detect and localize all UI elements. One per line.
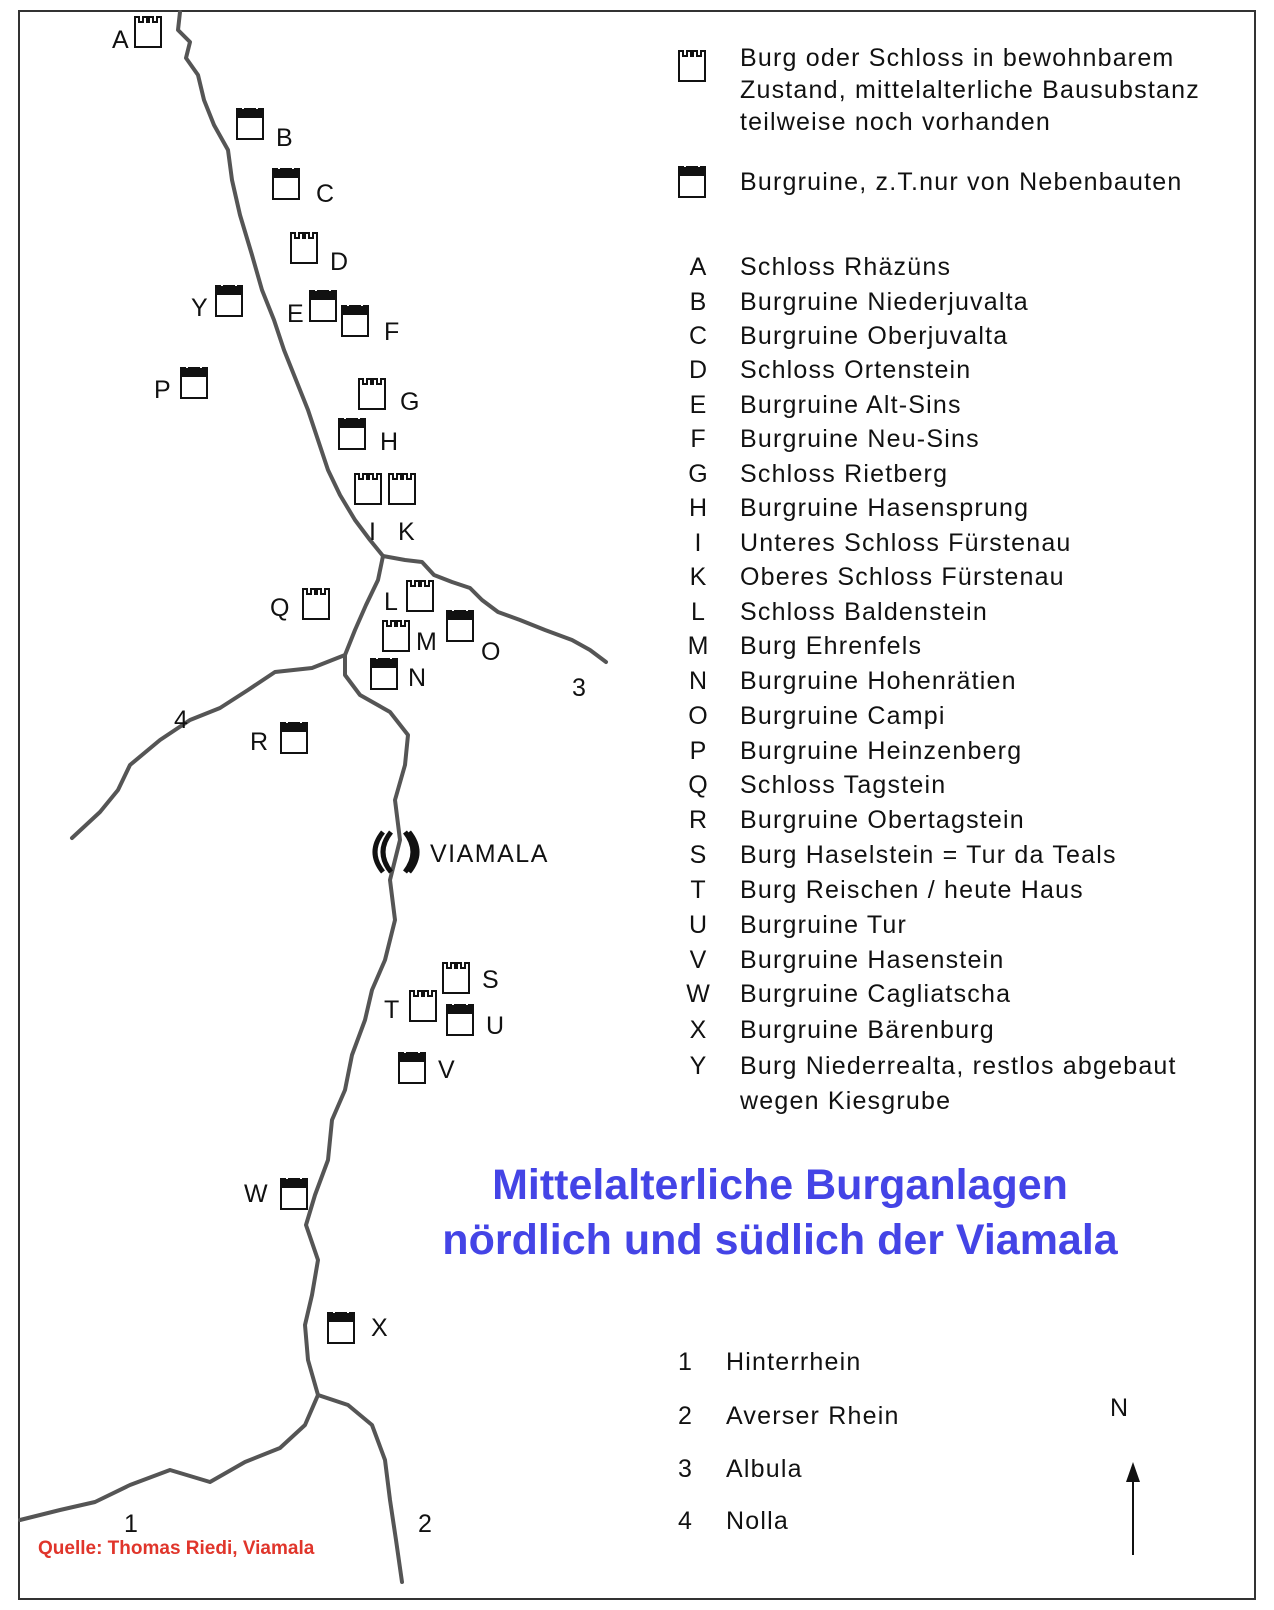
river-legend-name-4: Nolla [726,1507,789,1535]
legend-letter-e: E [689,391,707,419]
map-label-l: L [384,588,399,616]
legend-letter-n: N [688,667,708,695]
map-label-q: Q [270,594,291,622]
map-river-number-2: 2 [418,1510,433,1538]
legend-letter-u: U [688,911,708,939]
legend-letter-x: X [689,1016,707,1044]
castle-icon-l [407,581,433,611]
river-legend-name-3: Albula [726,1455,803,1483]
map-label-d: D [330,248,350,276]
castle-icon-x [328,1313,354,1343]
castle-icon-t [410,991,436,1021]
legend-intact-description [740,42,1200,138]
legend-letter-g: G [688,460,708,488]
castle-icon-r [281,723,307,753]
legend-intact-line-3: teilweise noch vorhanden [740,108,1051,136]
legend-name-y-line1: Burg Niederrealta, restlos abgebaut [740,1052,1177,1080]
legend-letter-l: L [691,598,705,626]
castle-icon-o [447,611,473,641]
legend-name-l: Schloss Baldenstein [740,598,988,626]
castle-icon-p [181,368,207,398]
legend-ruin-icon [679,167,705,197]
viamala-label: VIAMALA [430,840,549,868]
legend-name-t: Burg Reischen / heute Haus [740,876,1084,904]
map-title-line-2: nördlich und südlich der Viamala [442,1216,1118,1264]
legend-letter-o: O [688,702,708,730]
legend-name-c: Burgruine Oberjuvalta [740,322,1009,350]
map-label-t: T [384,996,401,1024]
source-credit: Quelle: Thomas Riedi, Viamala [38,1538,315,1559]
legend-name-o: Burgruine Campi [740,702,946,730]
river-legend-name-2: Averser Rhein [726,1402,900,1430]
river-hinterrhein-north [178,12,383,556]
legend-letter-i: I [694,529,702,557]
legend-letter-h: H [688,494,708,522]
map-label-c: C [316,180,336,208]
legend-letter-s: S [689,841,707,869]
map-label-i: I [369,518,377,546]
river-legend-number-4: 4 [678,1507,692,1535]
river-legend-number-3: 3 [678,1455,692,1483]
castle-icon-b [237,109,263,139]
legend-name-n: Burgruine Hohenrätien [740,667,1017,695]
legend-name-b: Burgruine Niederjuvalta [740,288,1029,316]
legend-letter-m: M [687,632,709,660]
legend-letter-r: R [688,806,708,834]
legend-ruin-description: Burgruine, z.T.nur von Nebenbauten [740,168,1183,196]
legend-intact-icon [679,51,705,81]
castle-icon-v [399,1053,425,1083]
castle-icon-c [273,169,299,199]
legend-name-g: Schloss Rietberg [740,460,949,488]
legend-name-m: Burg Ehrenfels [740,632,923,660]
legend-letter-c: C [688,322,708,350]
map-label-v: V [438,1056,456,1084]
legend-name-u: Burgruine Tur [740,911,908,939]
river-legend-number-1: 1 [678,1348,692,1376]
map-label-x: X [371,1314,389,1342]
map-label-w: W [244,1180,269,1208]
castle-icon-f [342,306,368,336]
legend-letter-a: A [689,253,707,281]
legend-name-f: Burgruine Neu-Sins [740,425,980,453]
legend-name-q: Schloss Tagstein [740,771,947,799]
map-title-line-1: Mittelalterliche Burganlagen [492,1161,1068,1209]
legend-letter-y: Y [689,1052,707,1080]
castle-icon-s [443,963,469,993]
legend-letter-d: D [688,356,708,384]
map-label-r: R [250,728,270,756]
map-label-k: K [398,518,416,546]
map-label-u: U [486,1012,506,1040]
river-averser-rhein [318,1395,402,1582]
map-label-m: M [416,628,438,656]
map-label-h: H [380,428,400,456]
map-label-g: G [400,388,421,416]
map-label-o: O [481,638,502,666]
legend-intact-line-2: Zustand, mittelalterliche Bausubstanz [740,76,1200,104]
legend-letter-t: T [690,876,706,904]
legend-name-p: Burgruine Heinzenberg [740,737,1023,765]
legend-letter-k: K [689,563,707,591]
castle-icon-w [281,1179,307,1209]
river-hinterrhein-west [20,1395,318,1520]
castle-icon-n [371,659,397,689]
castle-icon-m [383,621,409,651]
map-label-n: N [408,664,428,692]
legend-name-r: Burgruine Obertagstein [740,806,1025,834]
legend-name-e: Burgruine Alt-Sins [740,391,962,419]
map-label-p: P [154,376,172,404]
castle-icon-y [216,286,242,316]
legend-name-y-line2: wegen Kiesgrube [740,1087,952,1115]
castle-icon-d [291,233,317,263]
legend-letter-p: P [689,737,707,765]
castle-icon-i [355,474,381,504]
legend-name-k: Oberes Schloss Fürstenau [740,563,1065,591]
legend-intact-line-1: Burg oder Schloss in bewohnbarem [740,44,1175,72]
castle-icon-q [303,589,329,619]
map-label-b: B [276,124,294,152]
river-legend-number-2: 2 [678,1402,692,1430]
map-label-a: A [112,26,130,54]
legend-name-v: Burgruine Hasenstein [740,946,1005,974]
map-river-number-4: 4 [174,706,189,734]
castle-icon-k [389,474,415,504]
castle-icon-g [359,379,385,409]
legend-name-s: Burg Haselstein = Tur da Teals [740,841,1117,869]
north-arrow-icon [1126,1462,1140,1555]
map-river-number-3: 3 [572,674,587,702]
legend-letter-f: F [690,425,706,453]
map-title [395,1158,1165,1268]
map-label-s: S [482,966,500,994]
map-label-e: E [287,300,305,328]
castle-icon-e [310,291,336,321]
legend-letter-v: V [689,946,707,974]
river-legend-name-1: Hinterrhein [726,1348,862,1376]
legend-letter-b: B [689,288,707,316]
legend-name-a: Schloss Rhäzüns [740,253,952,281]
north-label: N [1110,1394,1129,1422]
legend-letter-w: W [686,980,710,1008]
legend-name-i: Unteres Schloss Fürstenau [740,529,1072,557]
legend-name-h: Burgruine Hasensprung [740,494,1030,522]
legend-letter-q: Q [688,771,708,799]
map-label-y: Y [191,294,209,322]
castle-icon-a [135,17,161,47]
map-river-number-1: 1 [124,1510,139,1538]
castle-icon-h [339,419,365,449]
legend-name-w: Burgruine Cagliatscha [740,980,1012,1008]
castle-icon-u [447,1005,473,1035]
legend-name-d: Schloss Ortenstein [740,356,972,384]
legend-name-x: Burgruine Bärenburg [740,1016,995,1044]
map-label-f: F [384,318,401,346]
